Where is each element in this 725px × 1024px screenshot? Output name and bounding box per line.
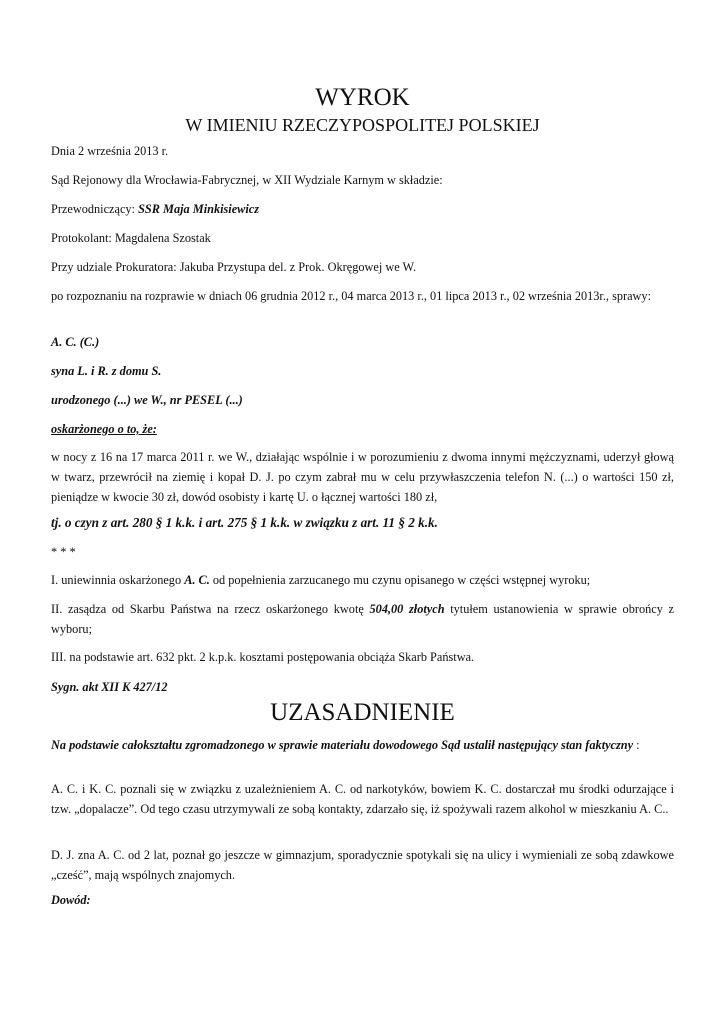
presiding-name: SSR Maja Minkisiewicz bbox=[138, 202, 260, 216]
verdict-item-2-text: II. zasądza od Skarbu Państwa na rzecz oskarżonego kwotę bbox=[51, 602, 370, 616]
document-title: WYROK bbox=[315, 84, 410, 111]
presiding-judge bbox=[51, 199, 674, 219]
legal-basis: tj. o czyn z art. 280 § 1 k.k. i art. 275 § 1 k.k. w związku z art. 11 § 2 k.k. bbox=[51, 515, 438, 530]
verdict-item-2-amount: 504,00 złotych bbox=[369, 602, 445, 616]
verdict-item-1-text: I. uniewinnia oskarżonego bbox=[51, 573, 185, 587]
prosecutor: Przy udziale Prokuratora: Jakuba Przystupa del. z Prok. Okręgowej we W. bbox=[51, 260, 417, 274]
verdict-item-2 bbox=[51, 599, 674, 639]
justification-title: UZASADNIENIE bbox=[270, 699, 455, 726]
section-separator: * * * bbox=[51, 545, 76, 559]
justification-paragraph-2: D. J. zna A. C. od 2 lat, poznał go jeszcze w gimnazjum, sporadycznie spotykali się na ulicy i wymieniali ze sobą zdawkowe „cześć”, mają wspólnych znajomych. bbox=[51, 848, 674, 882]
charged-heading: oskarżonego o to, że: bbox=[51, 422, 157, 436]
document-subtitle: W IMIENIU RZECZYPOSPOLITEJ POLSKIEJ bbox=[185, 115, 540, 135]
hearing-dates: po rozpoznaniu na rozprawie w dniach 06 grudnia 2012 r., 04 marca 2013 r., 01 lipca 2013 r., 02 września 2013r., sprawy: bbox=[51, 289, 652, 303]
verdict-item-2-rest: tytułem ustanowienia w sprawie obrońcy z wyboru; bbox=[51, 602, 674, 636]
presiding-label: Przewodniczący: bbox=[51, 202, 139, 216]
verdict-item-1-rest: od popełnienia zarzucanego mu czynu opisanego w części wstępnej wyroku; bbox=[209, 573, 591, 587]
verdict-date: Dnia 2 września 2013 r. bbox=[51, 144, 169, 158]
court-clerk: Protokolant: Magdalena Szostak bbox=[51, 231, 211, 245]
justification-lead-colon: : bbox=[633, 738, 640, 752]
court-composition: Sąd Rejonowy dla Wrocławia-Fabrycznej, w XII Wydziale Karnym w składzie: bbox=[51, 173, 443, 187]
evidence-heading: Dowód: bbox=[51, 893, 91, 907]
verdict-item-3: III. na podstawie art. 632 pkt. 2 k.p.k. kosztami postępowania obciąża Skarb Państwa. bbox=[51, 650, 475, 664]
defendant-name: A. C. (C.) bbox=[51, 335, 100, 349]
justification-paragraph-1: A. C. i K. C. poznali się w związku z uzależnieniem A. C. od narkotyków, bowiem K. C. dostarczał mu środki odurzające i tzw. „dopalacze”. Od tego czasu utrzymywali ze sobą kontakty, zdarzało się, iż spożywali razem alkohol w mieszkaniu A. C.. bbox=[51, 782, 674, 816]
defendant-birth: urodzonego (...) we W., nr PESEL (...) bbox=[51, 393, 243, 407]
verdict-item-1-name: A. C. bbox=[184, 573, 210, 587]
verdict-item-1 bbox=[51, 570, 674, 590]
charge-description: w nocy z 16 na 17 marca 2011 r. we W., działając wspólnie i w porozumieniu z dwoma innymi mężczyznami, uderzył głową w twarz, przewrócił na ziemię i kopał D. J. po czym zabrał mu w celu przywłaszczenia telefon N. (...) o wartości 150 zł, pieniądze w kwocie 30 zł, dowód osobisty i kartę U. o łącznej wartości 180 zł, bbox=[51, 450, 674, 504]
case-signature: Sygn. akt XII K 427/12 bbox=[51, 680, 168, 694]
justification-lead bbox=[51, 735, 674, 755]
justification-lead-text: Na podstawie całokształtu zgromadzonego w sprawie materiału dowodowego Sąd ustalił następujący stan faktyczny bbox=[51, 738, 634, 752]
defendant-parents: syna L. i R. z domu S. bbox=[51, 364, 162, 378]
